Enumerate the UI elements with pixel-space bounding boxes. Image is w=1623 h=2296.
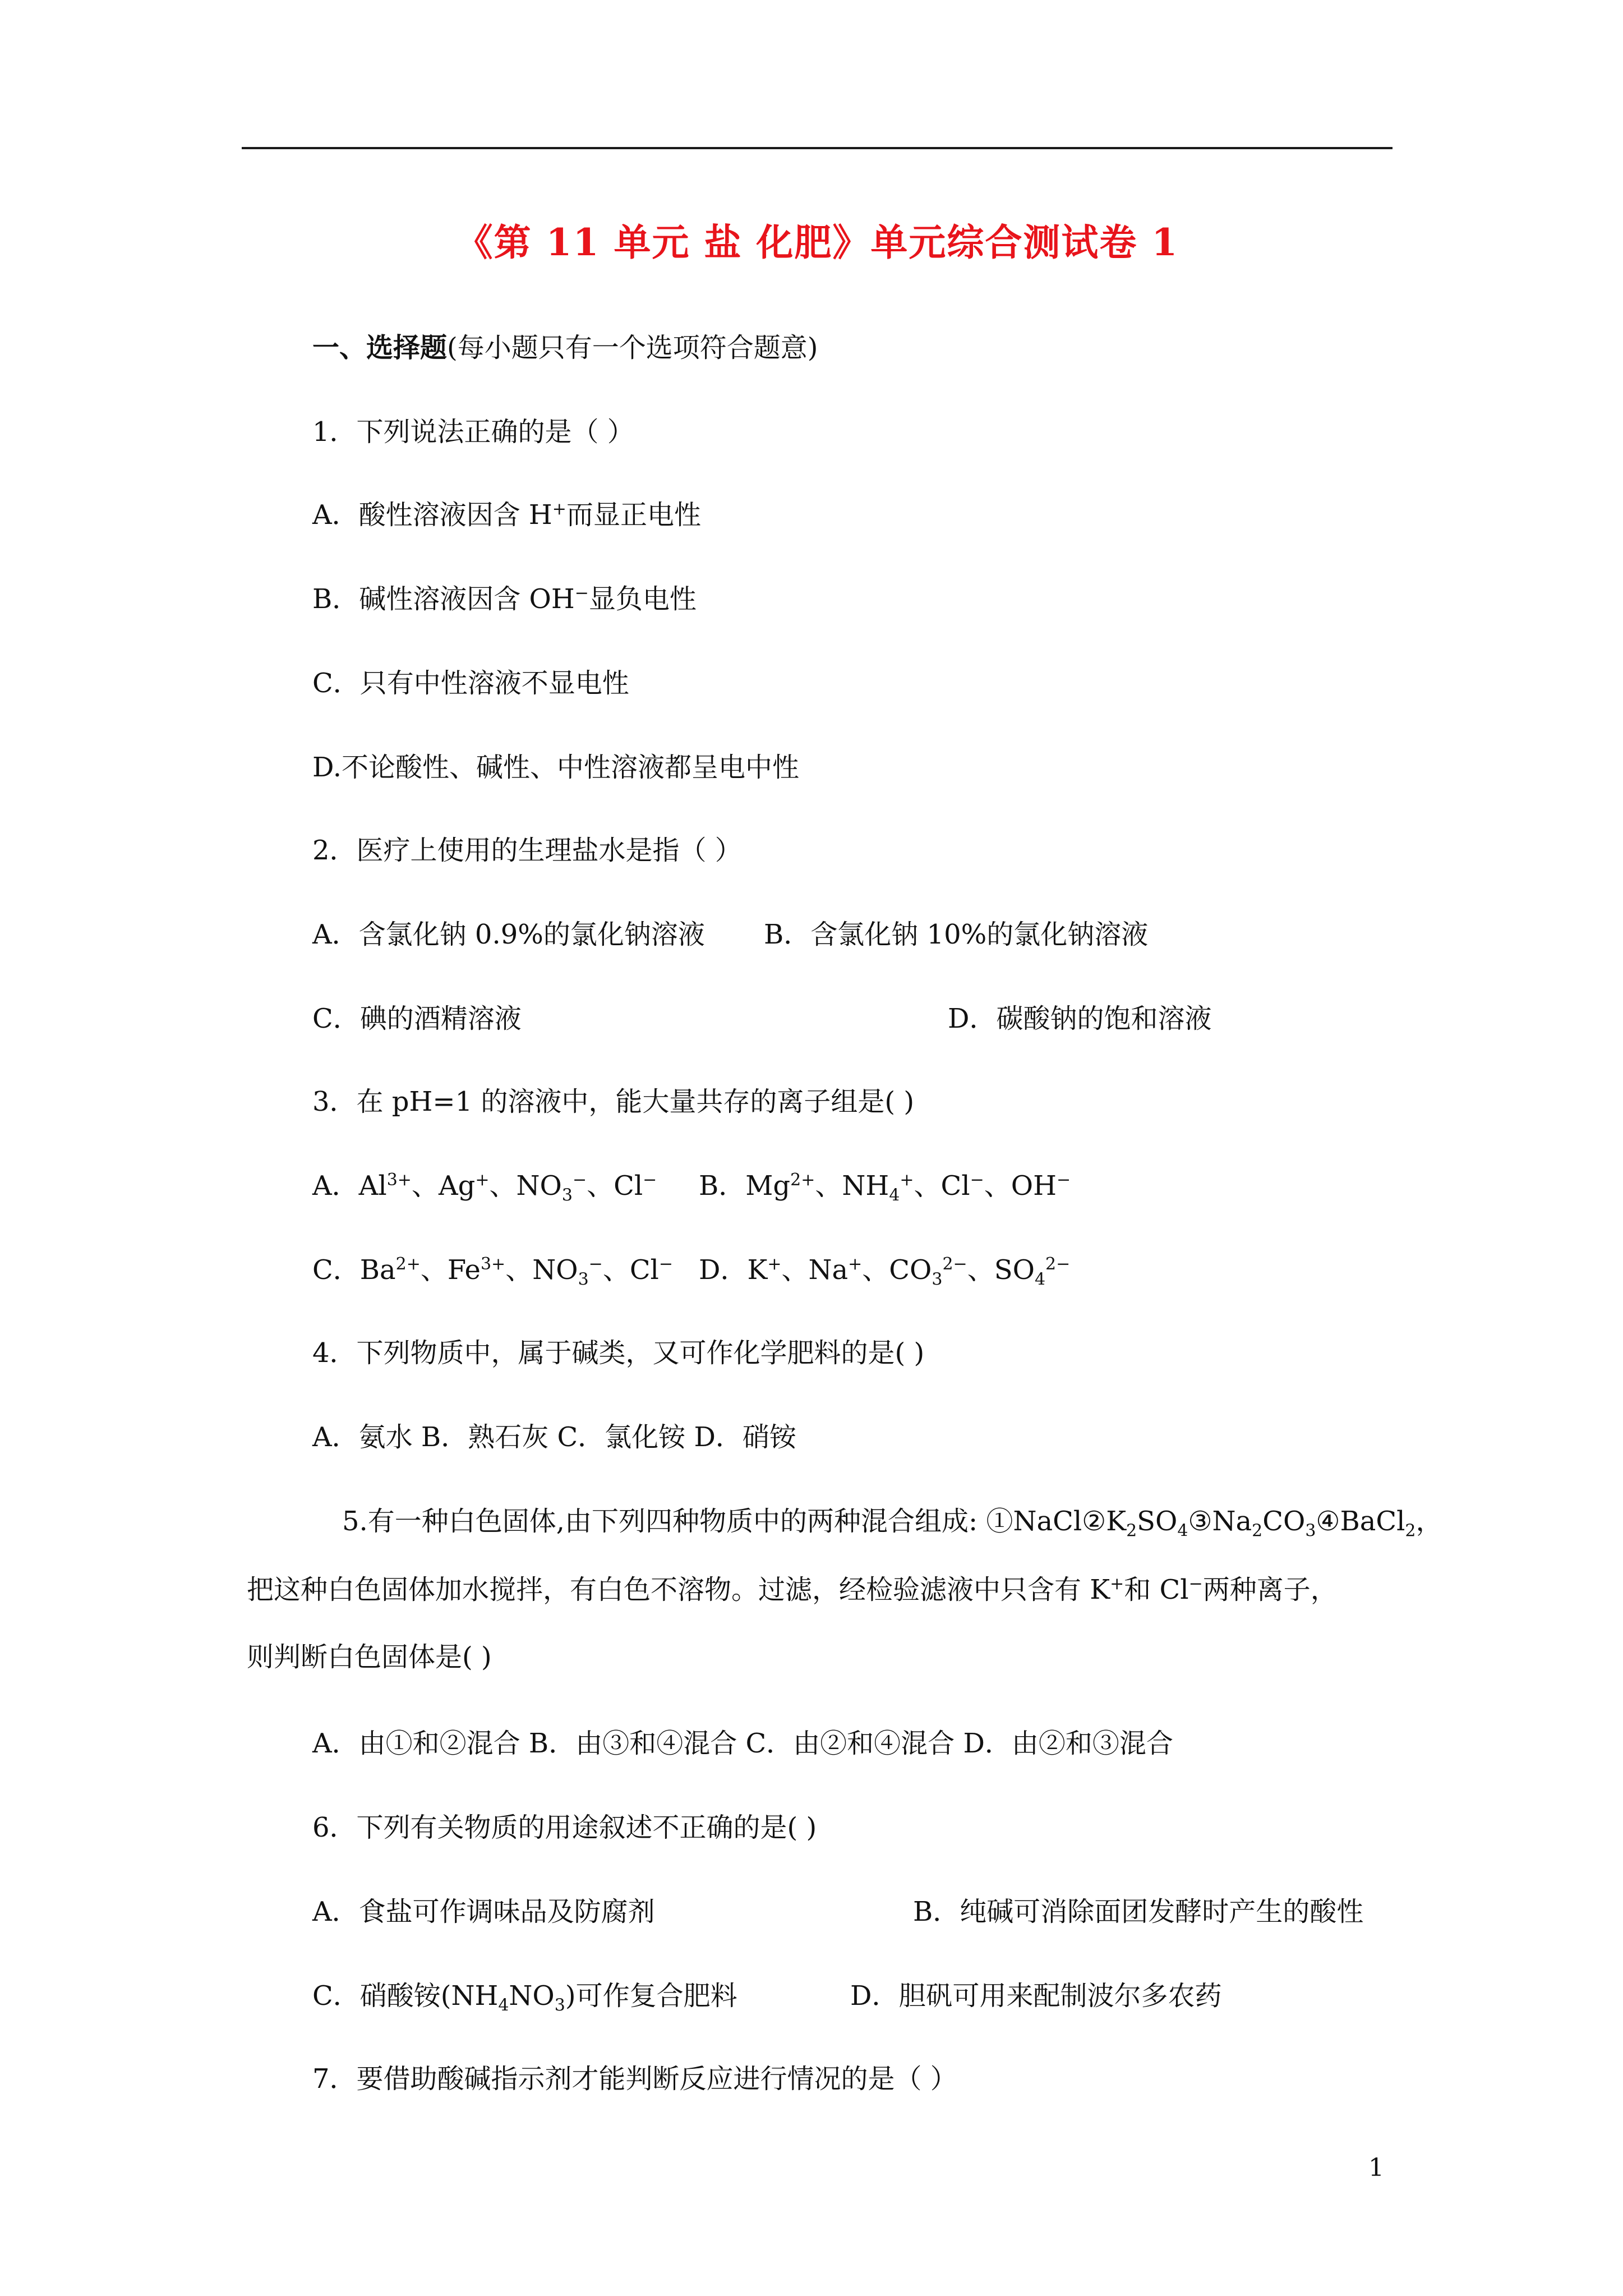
ion-so4-sub: 4 — [1034, 1269, 1046, 1290]
q2-option-b: B．含氯化钠 10%的氯化钠溶液 — [764, 919, 1149, 950]
ion-no3-sub: 3 — [578, 1269, 589, 1290]
q1-a-text: A．酸性溶液因含 H — [312, 499, 552, 531]
header-rule — [242, 147, 1393, 149]
q1-a-text-end: 而显正电性 — [566, 499, 701, 531]
q6-option-b: B．纯碱可消除面团发酵时产生的酸性 — [913, 1896, 1364, 1927]
q3-d-label: D． — [699, 1254, 748, 1286]
ion-co3-charge: 2− — [942, 1254, 967, 1274]
q6-c-text: NO — [509, 1980, 555, 2012]
q2-option-a: A．含氯化钠 0.9%的氯化钠溶液 — [312, 919, 705, 950]
q1-option-c: C．只有中性溶液不显电性 — [312, 668, 629, 699]
section-heading — [312, 325, 818, 370]
ion-fe: Fe — [447, 1254, 481, 1286]
ion-ba-charge: 2+ — [395, 1254, 421, 1274]
separator: 、 — [914, 1170, 941, 1202]
q5-sup: − — [1188, 1574, 1203, 1594]
separator: 、 — [587, 1170, 614, 1202]
separator: 、 — [815, 1170, 842, 1202]
q6-c-text: )可作复合肥料 — [565, 1980, 737, 2012]
separator: 、 — [602, 1254, 630, 1286]
ion-nh4: NH — [842, 1170, 889, 1202]
q6-option-a: A．食盐可作调味品及防腐剂 — [312, 1896, 655, 1927]
ion-ag: Ag — [438, 1170, 476, 1202]
q6-option-d: D．胆矾可用来配制波尔多农药 — [850, 1980, 1222, 2012]
q5-text: ④BaCl — [1316, 1506, 1405, 1537]
q1-option-d: D.不论酸性、碱性、中性溶液都呈电中性 — [312, 752, 800, 783]
ion-mg-charge: 2+ — [790, 1170, 815, 1190]
ion-no3-charge: − — [572, 1170, 587, 1190]
ion-ag-charge: + — [475, 1170, 490, 1190]
ion-ba: Ba — [359, 1254, 396, 1286]
ion-so4-charge: 2− — [1045, 1254, 1071, 1274]
q5-sup: + — [1110, 1574, 1124, 1594]
q6-stem: 6．下列有关物质的用途叙述不正确的是( ) — [312, 1812, 817, 1843]
section-note: (每小题只有一个选项符合题意) — [447, 332, 818, 364]
separator: 、 — [411, 1170, 439, 1202]
ion-no3-charge: − — [588, 1254, 603, 1274]
ion-cl-charge: − — [970, 1170, 984, 1190]
q5-options: A．由①和②混合 B．由③和④混合 C．由②和④混合 D．由②和③混合 — [312, 1728, 1173, 1759]
separator: 、 — [984, 1170, 1011, 1202]
q5-line-3: 则判断白色固体是( ) — [247, 1641, 492, 1673]
q5-text: 两种离子， — [1202, 1574, 1338, 1605]
q6-c-sub: 4 — [498, 1995, 509, 2016]
q7-stem: 7．要借助酸碱指示剂才能判断反应进行情况的是（ ） — [312, 2063, 957, 2095]
ion-so4: SO — [994, 1254, 1035, 1286]
ion-cl-charge: − — [643, 1170, 657, 1190]
ion-k-charge: + — [767, 1254, 782, 1274]
q2-option-d: D．碳酸钠的饱和溶液 — [948, 1003, 1212, 1034]
ion-oh-charge: − — [1056, 1170, 1071, 1190]
ion-cl: Cl — [629, 1254, 659, 1286]
q6-c-sub: 3 — [554, 1995, 565, 2016]
q1-a-sup: + — [552, 499, 566, 519]
q3-option-a — [312, 1163, 657, 1208]
q5-sub: 2 — [1405, 1521, 1416, 1541]
q3-option-b — [699, 1163, 1071, 1208]
ion-k: K — [747, 1254, 768, 1286]
separator: 、 — [862, 1254, 889, 1286]
separator: 、 — [505, 1254, 533, 1286]
ion-co3: CO — [889, 1254, 932, 1286]
q5-sub: 3 — [1305, 1521, 1316, 1541]
page-title: 《第 11 单元 盐 化肥》单元综合测试卷 1 — [455, 220, 1179, 264]
ion-no3: NO — [516, 1170, 562, 1202]
q6-c-text: C．硝酸铵(NH — [312, 1980, 499, 2012]
q5-text: 和 Cl — [1124, 1574, 1189, 1605]
q3-stem: 3．在 pH=1 的溶液中，能大量共存的离子组是( ) — [312, 1086, 915, 1117]
ion-no3-sub: 3 — [561, 1185, 573, 1205]
ion-cl: Cl — [614, 1170, 643, 1202]
ion-cl: Cl — [940, 1170, 970, 1202]
q2-option-c: C．碘的酒精溶液 — [312, 1003, 522, 1034]
q1-b-text: B．碱性溶液因含 OH — [312, 583, 575, 615]
ion-na: Na — [808, 1254, 849, 1286]
q3-option-d — [699, 1248, 1070, 1292]
ion-nh4-sub: 4 — [889, 1185, 900, 1205]
ion-oh: OH — [1011, 1170, 1057, 1202]
q3-option-c — [312, 1248, 673, 1292]
ion-no3: NO — [532, 1254, 578, 1286]
q1-option-b — [312, 577, 697, 622]
q5-sub: 4 — [1177, 1521, 1188, 1541]
q5-text: 5.有一种白色固体,由下列四种物质中的两种混合组成: ①NaCl②K — [342, 1506, 1127, 1537]
q5-line-2 — [247, 1567, 1338, 1612]
q5-sub: 2 — [1252, 1521, 1263, 1541]
q5-line-1 — [342, 1499, 1443, 1544]
q5-text: CO — [1262, 1506, 1306, 1537]
ion-al-charge: 3+ — [386, 1170, 412, 1190]
q3-a-label: A． — [312, 1170, 359, 1202]
q1-option-a — [312, 493, 701, 537]
q1-b-text-end: 显负电性 — [588, 583, 697, 615]
separator: 、 — [967, 1254, 994, 1286]
ion-nh4-charge: + — [900, 1170, 914, 1190]
ion-mg: Mg — [745, 1170, 791, 1202]
q5-text: ③Na — [1188, 1506, 1252, 1537]
q1-b-sup: − — [574, 583, 589, 603]
q3-c-label: C． — [312, 1254, 360, 1286]
ion-cl-charge: − — [658, 1254, 674, 1274]
q6-option-c — [312, 1973, 737, 2018]
q3-b-label: B． — [699, 1170, 746, 1202]
page-number: 1 — [1368, 2154, 1384, 2182]
separator: 、 — [781, 1254, 809, 1286]
section-label: 一、选择题 — [312, 332, 448, 364]
ion-na-charge: + — [848, 1254, 863, 1274]
ion-al: Al — [358, 1170, 387, 1202]
ion-co3-sub: 3 — [932, 1269, 943, 1290]
q4-options: A．氨水 B．熟石灰 C．氯化铵 D．硝铵 — [312, 1421, 796, 1453]
q4-stem: 4．下列物质中，属于碱类，又可作化学肥料的是( ) — [312, 1337, 925, 1369]
q5-text: ， — [1415, 1506, 1443, 1537]
ion-fe-charge: 3+ — [480, 1254, 506, 1274]
separator: 、 — [489, 1170, 517, 1202]
separator: 、 — [420, 1254, 448, 1286]
q5-text: 把这种白色固体加水搅拌，有白色不溶物。过滤，经检验滤液中只含有 K — [247, 1574, 1110, 1605]
q2-stem: 2．医疗上使用的生理盐水是指（ ） — [312, 835, 742, 866]
q1-stem: 1．下列说法正确的是（ ） — [312, 416, 634, 448]
q5-text: SO — [1137, 1506, 1178, 1537]
q5-sub: 2 — [1126, 1521, 1137, 1541]
